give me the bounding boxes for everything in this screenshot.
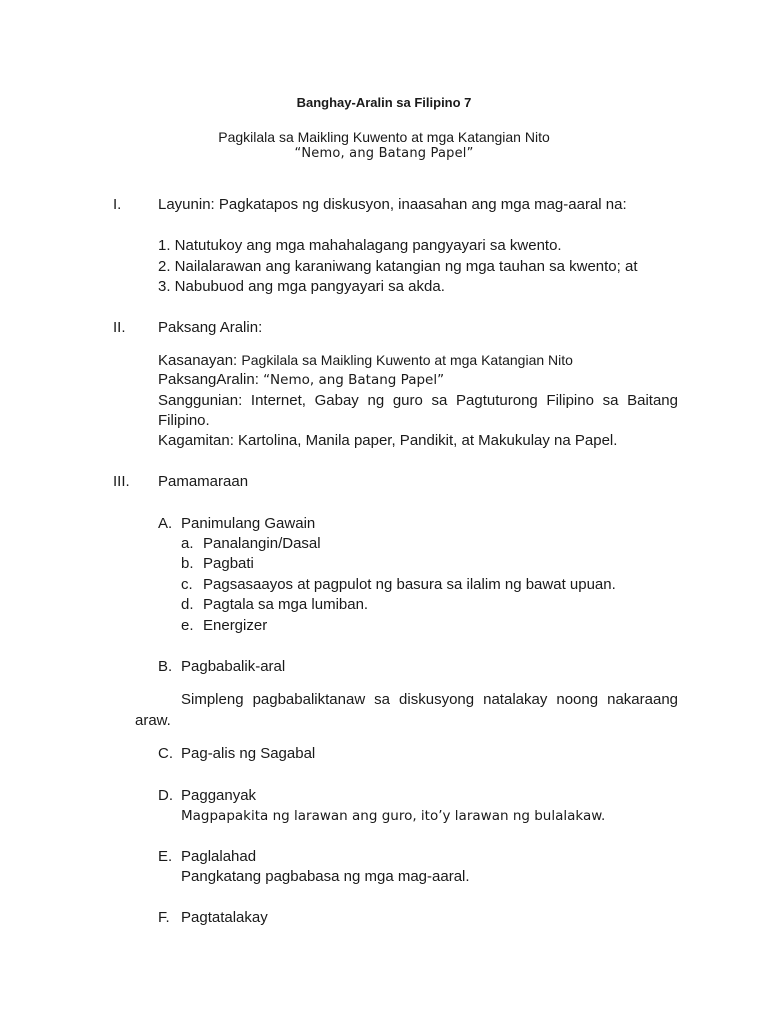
paksa-value: “Nemo, ang Batang Papel” — [263, 372, 445, 388]
step-c-label: Pag-alis ng Sagabal — [181, 745, 316, 762]
step-f-letter: F. — [158, 909, 170, 926]
section-iii-heading: Pamamaraan — [158, 473, 249, 490]
step-b-letter: B. — [158, 658, 173, 675]
document-title: Banghay-Aralin sa Filipino 7 — [296, 95, 472, 110]
paksa-label: PaksangAralin: — [158, 371, 264, 388]
section-ii-numeral: II. — [113, 319, 126, 336]
section-iii-numeral: III. — [113, 473, 130, 490]
step-e-text: Pangkatang pagbabasa ng mga mag-aaral. — [181, 868, 470, 885]
step-c-letter: C. — [158, 745, 173, 762]
sub-item-letter: d. — [181, 596, 194, 613]
objective-1: 1. Natutukoy ang mga mahahalagang pangyayari sa kwento. — [158, 237, 562, 254]
sub-item-text: Pagbati — [203, 555, 254, 572]
sanggunian-line-2: Filipino. — [158, 412, 210, 429]
sanggunian-line: Sanggunian: Internet, Gabay ng guro sa Pagtuturong Filipino sa Baitang — [158, 392, 678, 409]
sub-item-text: Pagsasaayos at pagpulot ng basura sa ilalim ng bawat upuan. — [203, 576, 616, 593]
step-e-letter: E. — [158, 848, 173, 865]
step-d-letter: D. — [158, 787, 173, 804]
paksa-line — [158, 371, 444, 389]
step-e-label: Paglalahad — [181, 848, 257, 865]
section-i-heading: Layunin: Pagkatapos ng diskusyon, inaasahan ang mga mag-aaral na: — [158, 196, 627, 213]
sub-item-text: Energizer — [203, 617, 268, 634]
sub-item-letter: e. — [181, 617, 194, 634]
sub-item-letter: b. — [181, 555, 194, 572]
step-a-letter: A. — [158, 515, 173, 532]
lesson-subtitle: Pagkilala sa Maikling Kuwento at mga Katangian Nito — [218, 129, 550, 145]
sub-item-text: Pagtala sa mga lumiban. — [203, 596, 369, 613]
sub-item-text: Panalangin/Dasal — [203, 535, 321, 552]
kasanayan-line — [158, 351, 573, 370]
objective-2: 2. Nailalarawan ang karaniwang katangian ng mga tauhan sa kwento; at — [158, 258, 638, 275]
step-d-text: Magpapakita ng larawan ang guro, ito’y larawan ng bulalakaw. — [181, 808, 606, 824]
kasanayan-label: Kasanayan: — [158, 352, 242, 369]
kagamitan-line: Kagamitan: Kartolina, Manila paper, Pandikit, at Makukulay na Papel. — [158, 432, 618, 449]
step-d-label: Pagganyak — [181, 787, 257, 804]
step-b-label: Pagbabalik-aral — [181, 658, 286, 675]
section-i-numeral: I. — [113, 196, 122, 213]
step-a-label: Panimulang Gawain — [181, 515, 316, 532]
sub-item-letter: c. — [181, 576, 193, 593]
objective-3: 3. Nabubuod ang mga pangyayari sa akda. — [158, 278, 445, 295]
step-f-label: Pagtatalakay — [181, 909, 268, 926]
step-b-text: Simpleng pagbabaliktanaw sa diskusyong natalakay noong nakaraang — [181, 691, 678, 708]
step-b-text-2: araw. — [135, 712, 171, 729]
story-title: “Nemo, ang Batang Papel” — [294, 146, 474, 161]
sub-item-letter: a. — [181, 535, 194, 552]
section-ii-heading: Paksang Aralin: — [158, 319, 263, 336]
kasanayan-value: Pagkilala sa Maikling Kuwento at mga Katangian Nito — [241, 352, 573, 368]
